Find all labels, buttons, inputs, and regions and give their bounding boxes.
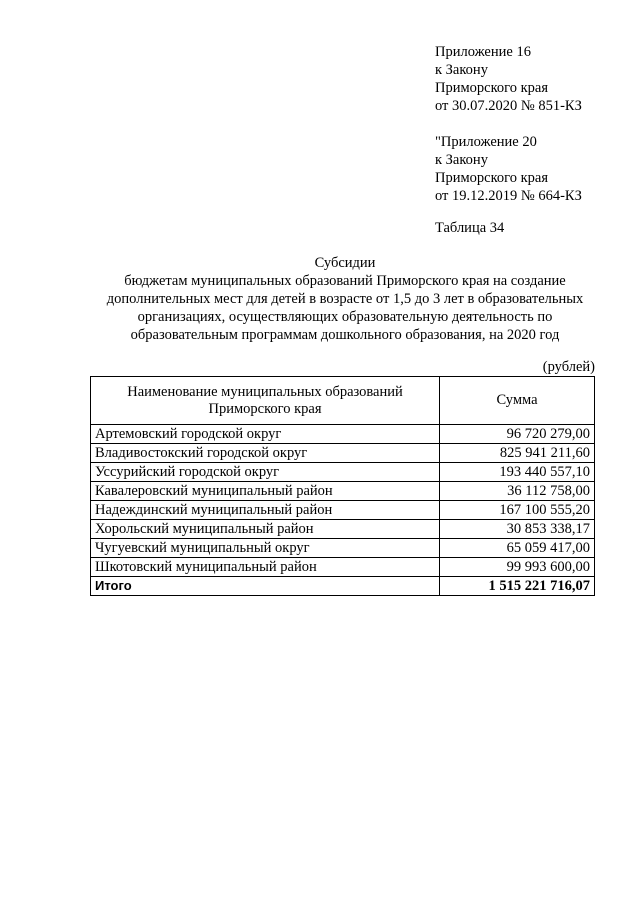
title-line: образовательным программам дошкольного образования, на 2020 год xyxy=(130,327,560,343)
table-row xyxy=(91,520,595,539)
table-row xyxy=(91,501,595,520)
table-row xyxy=(91,444,595,463)
table-row xyxy=(91,539,595,558)
appendix-current-reference xyxy=(435,43,635,115)
subsidy-table xyxy=(90,376,595,596)
table-row xyxy=(91,425,595,444)
subsidy-amount: 65 059 417,00 xyxy=(440,539,595,558)
header-name-line: Наименование муниципальных образований xyxy=(127,383,403,400)
municipality-name: Артемовский городской округ xyxy=(91,425,440,444)
subsidy-amount: 36 112 758,00 xyxy=(440,482,595,501)
appendix-original-line: от 19.12.2019 № 664-КЗ xyxy=(435,188,582,204)
municipality-name: Владивостокский городской округ xyxy=(91,444,440,463)
total-label: Итого xyxy=(91,577,440,596)
appendix-current-line: к Закону xyxy=(435,62,488,78)
header-name-line: Приморского края xyxy=(208,400,322,417)
appendix-original-reference xyxy=(435,133,635,205)
municipality-name: Кавалеровский муниципальный район xyxy=(91,482,440,501)
municipality-name: Шкотовский муниципальный район xyxy=(91,558,440,577)
table-row xyxy=(91,482,595,501)
appendix-current-line: от 30.07.2020 № 851-КЗ xyxy=(435,98,582,114)
subsidy-amount: 30 853 338,17 xyxy=(440,520,595,539)
table-row xyxy=(91,558,595,577)
appendix-original-line: к Закону xyxy=(435,152,488,168)
table-header-row xyxy=(91,377,595,425)
subsidy-amount: 825 941 211,60 xyxy=(440,444,595,463)
title-line: Субсидии xyxy=(314,255,376,271)
municipality-name: Чугуевский муниципальный округ xyxy=(91,539,440,558)
table-number: Таблица 34 xyxy=(435,220,505,236)
table-total-row xyxy=(91,577,595,596)
appendix-current-line: Приложение 16 xyxy=(435,44,531,60)
header-name xyxy=(91,377,440,425)
unit-label: (рублей) xyxy=(542,359,595,375)
header-amount: Сумма xyxy=(440,377,595,425)
title-line: бюджетам муниципальных образований Приморского края на создание xyxy=(124,273,566,289)
title-line: организациях, осуществляющих образовательную деятельность по xyxy=(137,309,553,325)
municipality-name: Надеждинский муниципальный район xyxy=(91,501,440,520)
municipality-name: Уссурийский городской округ xyxy=(91,463,440,482)
total-amount: 1 515 221 716,07 xyxy=(440,577,595,596)
appendix-original-line: Приморского края xyxy=(435,170,549,186)
subsidy-amount: 96 720 279,00 xyxy=(440,425,595,444)
subsidy-amount: 193 440 557,10 xyxy=(440,463,595,482)
subsidy-amount: 99 993 600,00 xyxy=(440,558,595,577)
appendix-original-line: "Приложение 20 xyxy=(435,134,537,150)
document-title xyxy=(80,254,610,344)
subsidy-amount: 167 100 555,20 xyxy=(440,501,595,520)
title-line: дополнительных мест для детей в возрасте от 1,5 до 3 лет в образовательных xyxy=(106,291,584,307)
table-row xyxy=(91,463,595,482)
appendix-current-line: Приморского края xyxy=(435,80,549,96)
municipality-name: Хорольский муниципальный район xyxy=(91,520,440,539)
